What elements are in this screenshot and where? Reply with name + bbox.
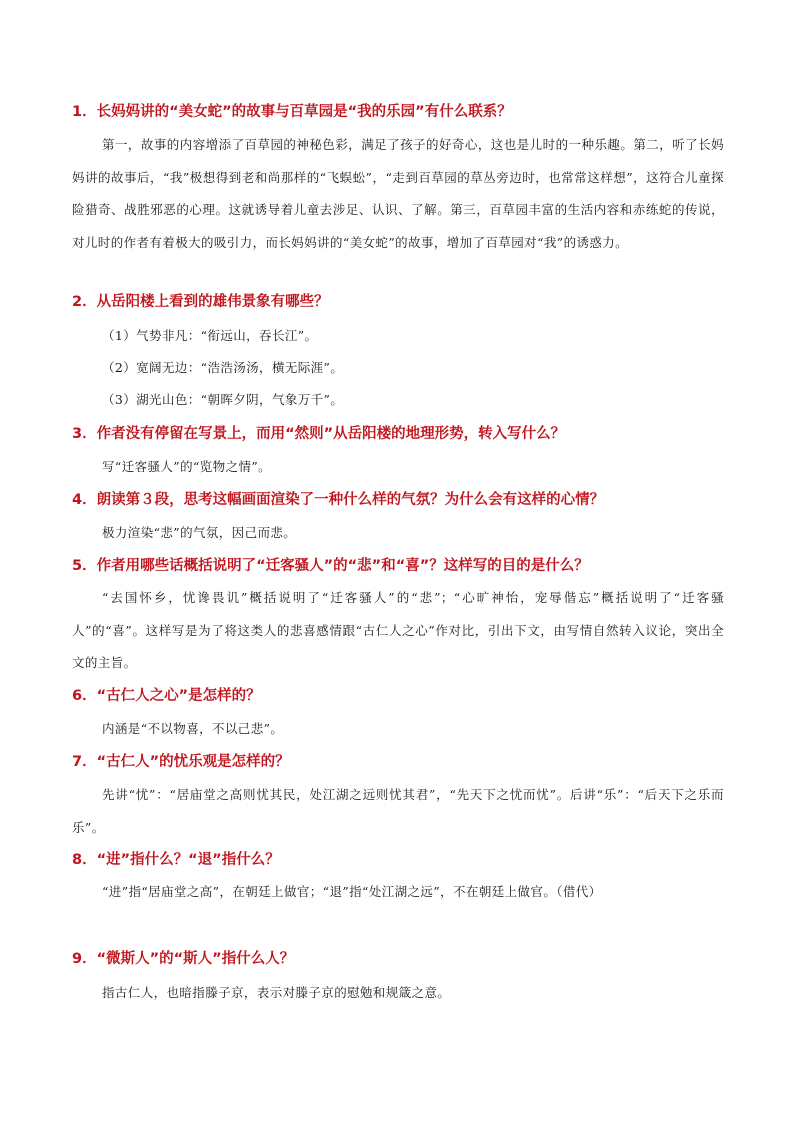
question-4-number: 4． [72, 492, 97, 508]
question-3-number: 3． [72, 426, 97, 442]
question-7-heading [72, 752, 734, 772]
question-5-number: 5． [72, 558, 97, 574]
answer-2-item-1: （1）气势非凡：“衔远山，吞长江”。 [102, 328, 318, 343]
answer-1: 第一，故事的内容增添了百草园的神秘色彩，满足了孩子的好奇心，这也是儿时的一种乐趣。第二，听了长妈妈讲的故事后，“我”极想得到老和尚那样的“飞蜈蚣”，“走到百草园的草丛旁边时，也常常这样想”，这符合儿童探险猎奇、战胜邪恶的心理。这就诱导着儿童去涉足、认识、了解。第三，百草园丰富的生活内容和赤练蛇的传说，对儿时的作者有着极大的吸引力，而长妈妈讲的“美女蛇”的故事，增加了百草园对“我”的诱惑力。 [72, 137, 724, 250]
question-3-heading [72, 424, 734, 444]
question-6-number: 6． [72, 688, 97, 704]
question-4-text: 朗读第３段，思考这幅画面渲染了一种什么样的气氛？为什么会有这样的心情？ [96, 492, 605, 508]
question-7-number: 7． [72, 754, 97, 770]
question-1-text: 长妈妈讲的“美女蛇”的故事与百草园是“我的乐园”有什么联系？ [96, 104, 512, 120]
question-1-heading [72, 102, 734, 122]
question-8-text: “进”指什么？“退”指什么？ [96, 852, 280, 868]
answer-4: 极力渲染“悲”的气氛，因己而悲。 [102, 525, 297, 540]
question-7-text: “古仁人”的忧乐观是怎样的？ [96, 754, 290, 770]
answer-5: “去国怀乡，忧谗畏讥”概括说明了“迁客骚人”的“悲”；“心旷神怡，宠辱偕忘”概括说明了“迁客骚人”的“喜”。这样写是为了将这类人的悲喜感情跟“古仁人之心”作对比，引出下文，由写情自然转入议论，突出全文的主旨。 [72, 590, 724, 670]
answer-2-item-3: （3）湖光山色：“朝晖夕阴，气象万千”。 [102, 392, 344, 407]
question-2-heading [72, 292, 734, 312]
question-2-text: 从岳阳楼上看到的雄伟景象有哪些？ [96, 294, 329, 310]
question-9-number: 9． [72, 951, 97, 967]
question-5-heading [72, 556, 734, 576]
answer-3: 写“迁客骚人”的“览物之情”。 [102, 459, 272, 474]
answer-7: 先讲“忧”：“居庙堂之高则忧其民，处江湖之远则忧其君”，“先天下之忧而忧”。后讲“乐”：“后天下之乐而乐”。 [72, 787, 724, 835]
answer-9: 指古仁人，也暗指滕子京，表示对滕子京的慰勉和规箴之意。 [102, 985, 451, 1000]
answer-2-item-2: （2）宽阔无边：“浩浩汤汤，横无际涯”。 [102, 360, 344, 375]
question-1-number: 1． [72, 104, 97, 120]
question-8-number: 8． [72, 852, 97, 868]
question-6-text: “古仁人之心”是怎样的？ [96, 688, 261, 704]
question-8-heading [72, 850, 734, 870]
question-5-text: 作者用哪些话概括说明了“迁客骚人”的“悲”和“喜”？这样写的目的是什么？ [96, 558, 589, 574]
question-9-text: “微斯人”的“斯人”指什么人？ [96, 951, 295, 967]
question-2-number: 2． [72, 294, 97, 310]
answer-6: 内涵是“不以物喜，不以己悲”。 [102, 721, 284, 736]
question-6-heading [72, 686, 734, 706]
question-9-heading [72, 949, 734, 969]
question-4-heading [72, 490, 734, 510]
question-3-text: 作者没有停留在写景上，而用“然则”从岳阳楼的地理形势，转入写什么？ [96, 426, 566, 442]
answer-8: “进”指“居庙堂之高”，在朝廷上做官；“退”指“处江湖之远”，不在朝廷上做官。（借代） [102, 884, 602, 899]
